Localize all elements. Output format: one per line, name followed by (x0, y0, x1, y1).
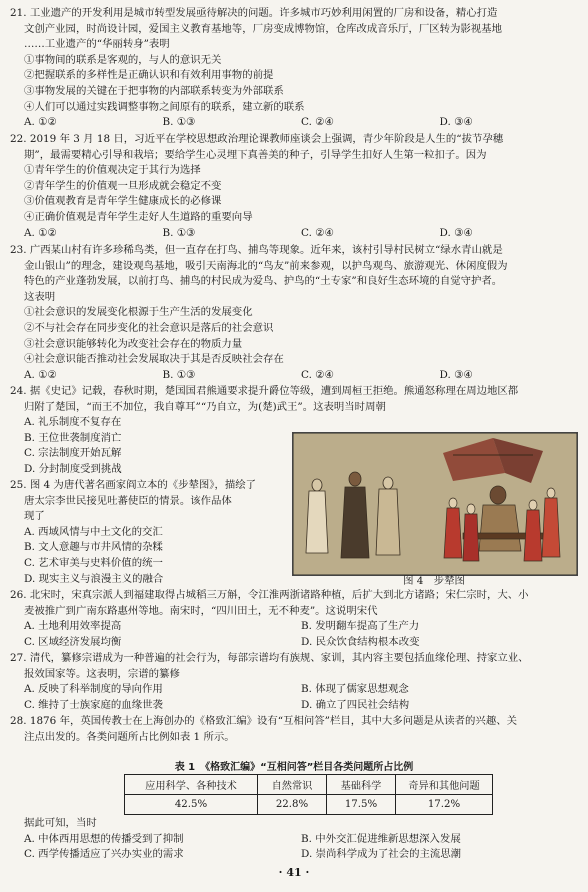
q25-line: 25. 图 4 为唐代著名画家阎立本的《步辇图》，描绘了 (10, 479, 257, 491)
option-c[interactable]: C. 区域经济发展均衡 (24, 635, 122, 648)
option-c[interactable]: C. 维持了士族家庭的血缘世袭 (24, 698, 163, 711)
option-a[interactable]: A. ①② (24, 116, 57, 129)
option-a[interactable]: A. ①② (24, 226, 57, 239)
q22-statement: ①青年学生的价值观决定于其行为选择 (24, 164, 201, 177)
question-23 (10, 243, 578, 383)
q25-line: 现了 (24, 510, 45, 523)
q23-line: 特色的产业蓬勃发展，以前打鸟、捕鸟的村民成为爱鸟、护鸟的“土专家”和良好生态环境的自觉守护者。 (24, 275, 503, 288)
q23-line: 23. 广西某山村有许多珍稀鸟类，但一直存在打鸟、捕鸟等现象。近年来，该村引导村民树立“绿水青山就是 (10, 244, 503, 256)
option-a[interactable]: A. 土地利用效率提高 (24, 620, 122, 633)
table-header: 奇异和其他问题 (396, 775, 493, 795)
q21-line: 文创产业园，时尚设计园，爱国主义教育基地等，厂房变成博物馆，仓库改成音乐厅，厂区转为影视基地 (24, 22, 502, 35)
option-d[interactable]: D. 确立了四民社会结构 (301, 698, 410, 711)
q23-line: 金山银山”的理念，建设观鸟基地，吸引天南海北的“鸟友”前来参观，以护鸟观鸟、旅游观光、休闲度假为 (24, 259, 508, 272)
option-b[interactable]: B. 发明翻车提高了生产力 (301, 620, 420, 633)
q22-line: 22. 2019 年 3 月 18 日，习近平在学校思想政治理论课教师座谈会上强调，青少年阶段是人生的“拔节孕穗 (10, 133, 504, 145)
table-title: 表 1 《格致汇编》“互相问答”栏目各类问题所占比例 (174, 762, 414, 773)
question-28 (10, 714, 578, 745)
q21-statement: ③事物发展的关键在于把事物的内部联系转变为外部联系 (24, 84, 284, 97)
figure-caption: 图 4 步辇图 (403, 575, 465, 587)
table-cell: 17.2% (396, 795, 493, 815)
option-a[interactable]: A. ①② (24, 368, 57, 381)
q23-options (10, 368, 578, 384)
q24-line: 24. 据《史记》记载，春秋时期，楚国国君熊通要求提升爵位等级，遭到周桓王拒绝。熊通怒称理在周边地区都 (10, 385, 519, 397)
q22-options (10, 226, 578, 242)
q27-line: 27. 清代，纂修宗谱成为一种普遍的社会行为，每部宗谱均有族规、家训，其内容主要包括血缘伦理、持家立业、 (10, 652, 529, 664)
option-b[interactable]: B. 中外交汇促进维新思想深入发展 (301, 832, 461, 845)
q28-line: 注点出发的。各类问题所占比例如表 1 所示。 (24, 730, 235, 743)
option-b[interactable]: B. 文人意趣与市井风情的杂糅 (24, 541, 163, 554)
q21-line: ……工业遗产的“华丽转身”表明 (24, 38, 170, 51)
q27-line: 报效国家等。这表明，宗谱的纂修 (24, 667, 180, 680)
q25-line: 唐太宗李世民接见吐蕃使臣的情景。该作品体 (24, 494, 232, 507)
question-25 (10, 478, 290, 587)
option-c[interactable]: C. 艺术审美与史料价值的统一 (24, 556, 163, 569)
option-c[interactable]: C. 西学传播适应了兴办实业的需求 (24, 848, 184, 861)
option-c[interactable]: C. ②④ (301, 226, 334, 239)
q22-statement: ③价值观教育是青年学生健康成长的必修课 (24, 195, 222, 208)
option-c[interactable]: C. ②④ (301, 368, 334, 381)
table-header: 基础科学 (327, 775, 396, 795)
question-28-continued (10, 816, 578, 863)
option-d[interactable]: D. 现实主义与浪漫主义的融合 (24, 572, 164, 585)
q28-line: 28. 1876 年，英国传教士在上海创办的《格致汇编》设有“互相问答”栏目，其中大多问题是从读者的兴趣、关 (10, 715, 517, 727)
q23-statement: ③社会意识能够转化为改变社会存在的物质力量 (24, 337, 243, 350)
option-d[interactable]: D. ③④ (439, 368, 473, 381)
q27-options-row2 (10, 698, 578, 714)
q21-statement: ①事物间的联系是客观的，与人的意识无关 (24, 53, 222, 66)
q26-options-row2 (10, 635, 578, 651)
option-a[interactable]: A. 反映了科举制度的导向作用 (24, 683, 163, 696)
option-d[interactable]: D. 民众饮食结构根本改变 (301, 635, 420, 648)
q21-statement: ④人们可以通过实践调整事物之间原有的联系，建立新的联系 (24, 100, 305, 113)
option-a[interactable]: A. 礼乐制度不复存在 (24, 416, 122, 429)
table-header: 自然常识 (258, 775, 327, 795)
proportion-table (124, 774, 493, 815)
q22-statement: ②青年学生的价值观一旦形成就会稳定不变 (24, 179, 222, 192)
q26-line: 26. 北宋时，宋真宗派人到福建取得占城稻三万斛，令江淮两浙诸路种植，后扩大到北方诸路；宋仁宗时，大、小 (10, 589, 529, 601)
painting-figure (292, 432, 578, 576)
q21-options (10, 115, 578, 131)
table-cell: 22.8% (258, 795, 327, 815)
q24-line: 归附了楚国，“而王不加位，我自尊耳”“乃自立，为(楚)武王”。这表明当时周朝 (24, 400, 386, 413)
table-cell: 42.5% (125, 795, 258, 815)
q28-line: 据此可知，当时 (24, 817, 97, 829)
option-d[interactable]: D. ③④ (439, 226, 473, 239)
q23-statement: ②不与社会存在同步变化的社会意识是落后的社会意识 (24, 321, 274, 334)
q27-options-row1 (10, 682, 578, 698)
q26-options-row1 (10, 619, 578, 635)
table-header-row (125, 775, 493, 795)
q26-line: 麦被推广到广南东路惠州等地。南宋时，“四川田土，无不种麦”。这说明宋代 (24, 604, 378, 617)
option-a[interactable]: A. 西域风情与中土文化的交汇 (24, 525, 163, 538)
q23-statement: ④社会意识能否推动社会发展取决于其是否反映社会存在 (24, 353, 284, 366)
option-b[interactable]: B. ①③ (162, 226, 196, 239)
option-c[interactable]: C. ②④ (301, 116, 334, 129)
painting-image (293, 433, 577, 575)
q23-statement: ①社会意识的发展变化根源于生产生活的发展变化 (24, 306, 253, 319)
q22-line: 期”，最需要精心引导和栽培；要给学生心灵埋下真善美的种子，引导学生扣好人生第一粒扣子。因为 (24, 148, 487, 161)
q28-options-row1 (10, 832, 578, 848)
option-d[interactable]: D. ③④ (439, 116, 473, 129)
option-d[interactable]: D. 崇尚科学成为了社会的主流思潮 (301, 848, 462, 861)
table-cell: 17.5% (327, 795, 396, 815)
q28-options-row2 (10, 847, 578, 863)
question-27 (10, 651, 578, 713)
table-header: 应用科学、各种技术 (125, 775, 258, 795)
q23-line: 这表明 (24, 290, 56, 303)
option-b[interactable]: B. ①③ (162, 368, 196, 381)
page-number: · 41 · (278, 866, 310, 879)
option-b[interactable]: B. 体现了儒家思想观念 (301, 683, 409, 696)
question-22 (10, 132, 578, 241)
question-21 (10, 6, 578, 131)
table-row (125, 795, 493, 815)
option-b[interactable]: B. ①③ (162, 116, 196, 129)
question-26 (10, 588, 578, 650)
option-d[interactable]: D. 分封制度受到挑战 (24, 462, 122, 475)
option-a[interactable]: A. 中体西用思想的传播受到了抑制 (24, 832, 184, 845)
q22-statement: ④正确价值观是青年学生走好人生道路的重要向导 (24, 210, 253, 223)
q21-line: 21. 工业遗产的开发利用是城市转型发展亟待解决的问题。许多城市巧妙利用闲置的厂房和设备，精心打造 (10, 7, 498, 19)
q21-statement: ②把握联系的多样性是正确认识和有效利用事物的前提 (24, 69, 274, 82)
option-c[interactable]: C. 宗法制度开始瓦解 (24, 447, 122, 460)
option-b[interactable]: B. 王位世袭制度消亡 (24, 431, 122, 444)
